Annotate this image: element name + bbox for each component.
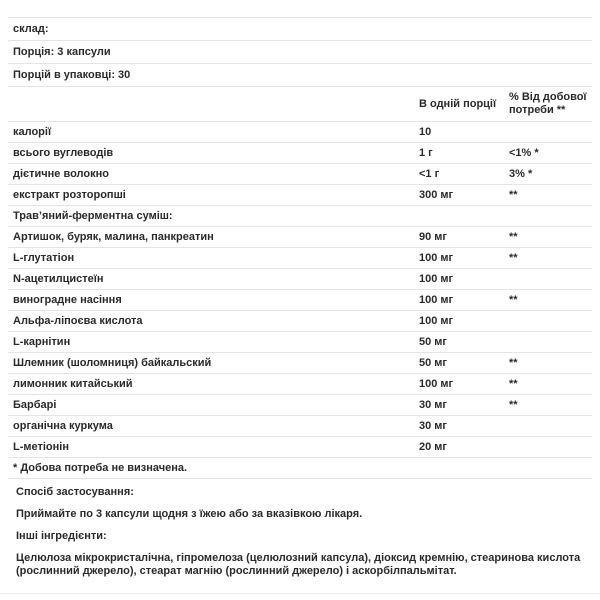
table-row bbox=[8, 416, 592, 437]
table-footnote: * Добова потреба не визначена. bbox=[8, 458, 592, 479]
table-footnote-row bbox=[8, 458, 592, 479]
table-row bbox=[8, 164, 592, 185]
ingredient-name: виноградне насіння bbox=[8, 290, 414, 311]
dv-cell bbox=[504, 206, 592, 227]
table-row bbox=[8, 290, 592, 311]
table-row bbox=[8, 248, 592, 269]
ingredient-name: L-метіонін bbox=[8, 437, 414, 458]
ingredient-name: L-карнітин bbox=[8, 332, 414, 353]
usage-text: Приймайте по 3 капсули щодня з їжею або за вказівкою лікаря. bbox=[16, 508, 363, 520]
table-header-row bbox=[8, 87, 592, 122]
ingredient-column-header bbox=[8, 87, 414, 122]
amount-cell: <1 г bbox=[414, 164, 504, 185]
amount-cell: 30 мг bbox=[414, 395, 504, 416]
amount-cell bbox=[414, 206, 504, 227]
table-row bbox=[8, 353, 592, 374]
ingredient-name: Шлемник (шоломниця) байкальский bbox=[8, 353, 414, 374]
amount-cell: 10 bbox=[414, 122, 504, 143]
dv-cell: ** bbox=[504, 290, 592, 311]
table-row bbox=[8, 395, 592, 416]
amount-cell: 100 мг bbox=[414, 269, 504, 290]
usage-heading: Спосіб застосування: bbox=[16, 486, 134, 498]
amount-cell: 100 мг bbox=[414, 374, 504, 395]
dv-cell bbox=[504, 269, 592, 290]
table-row bbox=[8, 332, 592, 353]
ingredient-name: Трав’яний-ферментна суміш: bbox=[8, 206, 414, 227]
servings-per-container-row: Порцій в упаковці: 30 bbox=[8, 63, 592, 86]
supplement-facts-table bbox=[8, 86, 592, 479]
ingredient-name: калорії bbox=[8, 122, 414, 143]
composition-label: склад: bbox=[8, 17, 592, 40]
dv-cell: 3% * bbox=[504, 164, 592, 185]
dv-cell bbox=[504, 416, 592, 437]
dv-cell: ** bbox=[504, 227, 592, 248]
dv-cell: ** bbox=[504, 395, 592, 416]
amount-cell: 100 мг bbox=[414, 290, 504, 311]
dv-cell: ** bbox=[504, 374, 592, 395]
table-row bbox=[8, 143, 592, 164]
amount-cell: 30 мг bbox=[414, 416, 504, 437]
dv-cell: <1% * bbox=[504, 143, 592, 164]
ingredient-name: Барбарі bbox=[8, 395, 414, 416]
ingredient-name: всього вуглеводів bbox=[8, 143, 414, 164]
amount-cell: 300 мг bbox=[414, 185, 504, 206]
ingredient-name: екстракт розторопші bbox=[8, 185, 414, 206]
amount-cell: 100 мг bbox=[414, 248, 504, 269]
table-row bbox=[8, 374, 592, 395]
dv-cell: ** bbox=[504, 353, 592, 374]
ingredient-name: дієтичне волокно bbox=[8, 164, 414, 185]
per-serving-column-header: В одній порції bbox=[414, 87, 504, 122]
table-row bbox=[8, 185, 592, 206]
daily-value-column-header: % Від добової потреби ** bbox=[504, 87, 592, 122]
ingredient-name: L-глутатіон bbox=[8, 248, 414, 269]
ingredient-name: органічна куркума bbox=[8, 416, 414, 437]
dv-cell bbox=[504, 332, 592, 353]
ingredient-name: Артишок, буряк, малина, панкреатин bbox=[8, 227, 414, 248]
amount-cell: 50 мг bbox=[414, 332, 504, 353]
amount-cell: 90 мг bbox=[414, 227, 504, 248]
table-row bbox=[8, 311, 592, 332]
dv-cell bbox=[504, 437, 592, 458]
ingredient-name: N-ацетилцистеїн bbox=[8, 269, 414, 290]
ingredient-name: лимонник китайський bbox=[8, 374, 414, 395]
table-row bbox=[8, 206, 592, 227]
amount-cell: 20 мг bbox=[414, 437, 504, 458]
other-ingredients-text: Целюлоза мікрокристалічна, гіпромелоза (целюлозний капсула), діоксид кремнію, стеаринова кислота (рослинний джерело), стеарат магнію (рослинний джерело) і аскорбілпальмітат. bbox=[16, 552, 581, 577]
ingredient-name: Альфа-ліпоєва кислота bbox=[8, 311, 414, 332]
bottom-text-section bbox=[8, 479, 592, 578]
table-row bbox=[8, 122, 592, 143]
bottom-divider bbox=[0, 593, 600, 594]
dv-cell bbox=[504, 311, 592, 332]
dv-cell: ** bbox=[504, 248, 592, 269]
dv-cell bbox=[504, 122, 592, 143]
dv-cell: ** bbox=[504, 185, 592, 206]
serving-size-row: Порція: 3 капсули bbox=[8, 40, 592, 63]
amount-cell: 100 мг bbox=[414, 311, 504, 332]
amount-cell: 50 мг bbox=[414, 353, 504, 374]
table-row bbox=[8, 227, 592, 248]
table-row bbox=[8, 437, 592, 458]
table-row bbox=[8, 269, 592, 290]
amount-cell: 1 г bbox=[414, 143, 504, 164]
other-ingredients-heading: Інші інгредієнти: bbox=[16, 530, 107, 542]
